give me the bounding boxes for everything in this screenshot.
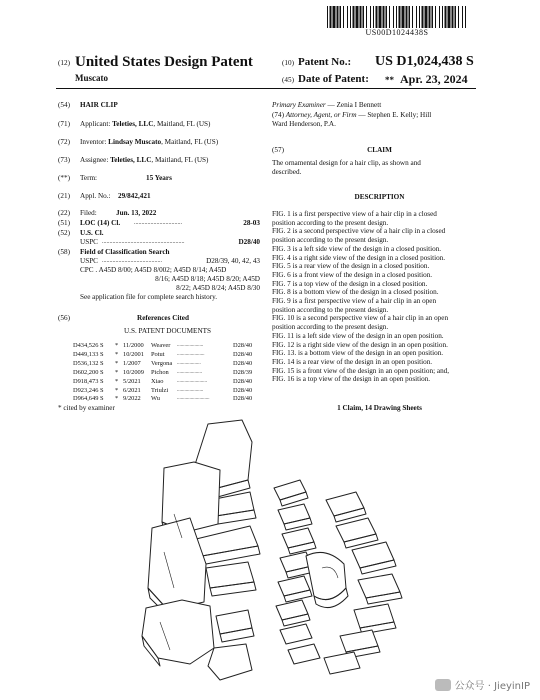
ref-name: Wu: [151, 395, 160, 403]
field-search-note: See application file for complete search history.: [80, 293, 218, 301]
claim-text-1: The ornamental design for a hair clip, as shown and: [272, 159, 421, 167]
loc-label: LOC (14) Cl.: [80, 219, 121, 227]
ref-class: D28/40: [233, 359, 253, 367]
ref-star: *: [115, 342, 119, 349]
description-line: FIG. 14 is a rear view of the design in an open position.: [272, 357, 433, 366]
applicant-name: Teleties, LLC: [112, 120, 154, 128]
header-rule: [56, 88, 476, 89]
field-search-cpc-3: 8/22; A45D 8/24; A45D 8/30: [176, 284, 260, 292]
attorney-label: Attorney, Agent, or Firm: [285, 111, 357, 119]
field-search-cpc-2: 8/16; A45D 8/18; A45D 8/20; A45D: [155, 275, 260, 283]
date-marker: **: [385, 75, 394, 85]
sheets-summary: 1 Claim, 14 Drawing Sheets: [337, 404, 422, 412]
refs-code: (56): [58, 314, 70, 322]
date-code: (45): [282, 76, 294, 84]
country-code: (12): [58, 59, 70, 67]
inventor-surname: Muscato: [75, 73, 108, 83]
ref-number: D449,133 S: [73, 350, 104, 358]
uscl-value: D28/40: [238, 238, 260, 246]
ref-number: D918,473 S: [73, 377, 104, 385]
description-line: FIG. 5 is a rear view of the design in a closed position.: [272, 262, 430, 271]
appl-value: 29/842,421: [118, 192, 151, 200]
applicant-place: , Maitland, FL (US): [153, 120, 211, 128]
attorney-line-2: Ward Henderson, P.A.: [272, 120, 336, 128]
ref-class: D28/40: [233, 395, 253, 403]
ref-date: 10/2001: [123, 350, 144, 358]
ref-dots: ..........................: [177, 396, 210, 402]
watermark-text: 公众号 · JieyinIP: [454, 681, 530, 692]
ref-star: *: [115, 377, 119, 385]
ref-date: 5/2021: [123, 377, 141, 385]
date-label: Date of Patent:: [298, 73, 369, 85]
ref-name: Potut: [151, 350, 165, 358]
inventor-label: Inventor:: [80, 138, 107, 146]
ref-dots: ....................: [177, 369, 202, 375]
description-line: FIG. 7 is a top view of the design in a closed position.: [272, 279, 428, 288]
ref-name: Pichon: [151, 368, 169, 376]
uscl-dots: .......................................................: [102, 239, 185, 245]
loc-code: (51): [58, 219, 70, 227]
assignee-line: [80, 156, 208, 165]
ref-number: D434,526 S: [73, 342, 104, 349]
ref-number: D602,200 S: [73, 368, 104, 376]
field-search-dots: ........................................: [102, 258, 162, 264]
filed-label: Filed:: [80, 209, 97, 217]
inventor-name: Lindsay Muscato: [108, 138, 162, 146]
ref-number: D536,132 S: [73, 359, 104, 367]
attorney: [272, 111, 487, 120]
loc-dots: ................................: [134, 220, 182, 226]
ref-star: *: [115, 395, 119, 403]
field-search-uspc-classes: D28/39, 40, 42, 43: [206, 257, 260, 265]
description-line: FIG. 4 is a right side view of the design in a closed position.: [272, 253, 446, 262]
ref-name: Triulzi: [151, 386, 169, 394]
applicant-line: [80, 120, 210, 129]
clip-right-half: [274, 480, 402, 674]
attorney-code: (74): [272, 111, 284, 119]
term-label: Term:: [80, 174, 98, 182]
ref-date: 6/2021: [123, 386, 141, 394]
description-line: FIG. 12 is a right side view of the design in an open position.: [272, 340, 448, 349]
field-search-cpc-1: CPC . A45D 8/00; A45D 8/002; A45D 8/14; A45D: [80, 266, 227, 274]
ref-class: D28/39: [233, 368, 253, 376]
ref-class: D28/40: [233, 377, 253, 385]
description-line: FIG. 6 is a front view of the design in a closed position.: [272, 270, 433, 279]
ref-date: 9/2022: [123, 395, 141, 403]
applicant-label: Applicant:: [80, 120, 111, 128]
description-body: [272, 210, 497, 384]
ref-star: *: [115, 350, 119, 358]
inventor-line: [80, 138, 218, 147]
barcode-number: US00D1024438S: [365, 28, 429, 37]
ref-dots: .....................: [177, 343, 204, 348]
term-value: 15 Years: [146, 174, 172, 182]
assignee-code: (73): [58, 156, 70, 164]
field-search: [58, 248, 268, 303]
refs-subtitle: U.S. PATENT DOCUMENTS: [123, 327, 212, 335]
description-line: position according to the present design.: [272, 236, 389, 245]
ref-dots: .....................: [177, 387, 204, 393]
ref-class: D28/40: [233, 386, 253, 394]
description-line: FIG. 2 is a second perspective view of a hair clip in a closed: [272, 227, 446, 236]
field-search-code: (58): [58, 248, 70, 256]
patent-number: US D1,024,438 S: [375, 54, 474, 69]
cited-note: * cited by examiner: [58, 404, 115, 412]
ref-dots: ...................: [177, 360, 201, 366]
description-line: FIG. 16 is a top view of the design in an open position.: [272, 375, 431, 384]
wechat-icon: [435, 679, 451, 691]
description-line: FIG. 13. is a bottom view of the design in an open position.: [272, 349, 444, 358]
description-title: DESCRIPTION: [354, 193, 405, 201]
ref-class: D28/40: [233, 342, 253, 349]
description-line: position according to the present design.: [272, 218, 389, 227]
description-line: FIG. 11 is a left side view of the design in an open position.: [272, 331, 444, 340]
inventor-place: , Maitland, FL (US): [161, 138, 219, 146]
examiner: [272, 101, 487, 110]
patent-no-label: Patent No.:: [298, 56, 352, 68]
watermark: [435, 677, 530, 692]
ref-name: Weaver: [151, 342, 171, 349]
ref-dots: ......................: [177, 351, 205, 357]
uscl-code: (52): [58, 229, 70, 237]
examiner-name: — Zenia I Bennett: [325, 101, 382, 109]
ref-star: *: [115, 386, 119, 394]
uscl-label: U.S. Cl.: [80, 229, 104, 237]
description-line: position according to the present design.: [272, 305, 389, 314]
description-line: FIG. 3 is a left side view of the design in a closed position.: [272, 244, 442, 253]
ref-star: *: [115, 368, 119, 376]
appl-label: Appl. No.:: [80, 192, 111, 200]
applicant-code: (71): [58, 120, 70, 128]
refs-title: References Cited: [137, 314, 189, 322]
title-code: (54): [58, 101, 70, 109]
barcode: [327, 6, 467, 28]
patent-type: United States Design Patent: [75, 54, 253, 70]
claim-code: (57): [272, 146, 284, 154]
patent-no-code: (10): [282, 59, 294, 67]
ref-number: D923,246 S: [73, 386, 104, 394]
filed-value: Jun. 13, 2022: [116, 209, 157, 217]
uscl-sub: USPC: [80, 238, 98, 246]
attorney-line-1: — Stephen E. Kelly; Hill: [356, 111, 432, 119]
description-line: FIG. 8 is a bottom view of the design in a closed position.: [272, 288, 439, 297]
hair-clip-drawing: [130, 418, 420, 690]
term-code: (**): [58, 174, 70, 182]
assignee-label: Assignee:: [80, 156, 109, 164]
ref-date: 1/2007: [123, 359, 141, 367]
ref-number: D964,649 S: [73, 395, 104, 403]
inventor-code: (72): [58, 138, 70, 146]
loc-value: 28-03: [243, 219, 260, 227]
ref-name: Vergona: [151, 359, 173, 367]
description-line: FIG. 1 is a first perspective view of a hair clip in a closed: [272, 210, 437, 218]
description-line: FIG. 10 is a second perspective view of a hair clip in an open: [272, 314, 449, 323]
ref-class: D28/40: [233, 350, 253, 358]
claim-text-2: described.: [272, 168, 302, 176]
description-line: position according to the present design.: [272, 323, 389, 332]
filed-code: (22): [58, 209, 70, 217]
assignee-place: , Maitland, FL (US): [151, 156, 209, 164]
title-text: HAIR CLIP: [80, 101, 118, 109]
examiner-label: Primary Examiner: [272, 101, 326, 109]
description-line: FIG. 9 is a first perspective view of a hair clip in an open: [272, 297, 437, 306]
ref-date: 11/2000: [123, 342, 144, 349]
ref-dots: ........................: [177, 378, 207, 384]
appl-code: (21): [58, 192, 70, 200]
description-line: FIG. 15 is a front view of the design in an open position; and,: [272, 366, 450, 375]
ref-star: *: [115, 359, 119, 367]
ref-name: Xiao: [151, 377, 164, 385]
ref-date: 10/2009: [123, 368, 144, 376]
patent-date: Apr. 23, 2024: [400, 72, 468, 86]
clip-left-half: [142, 420, 260, 680]
field-search-uspc: USPC: [80, 257, 98, 265]
field-search-label: Field of Classification Search: [80, 248, 170, 256]
assignee-name: Teleties, LLC: [110, 156, 152, 164]
claim-title: CLAIM: [367, 146, 392, 154]
